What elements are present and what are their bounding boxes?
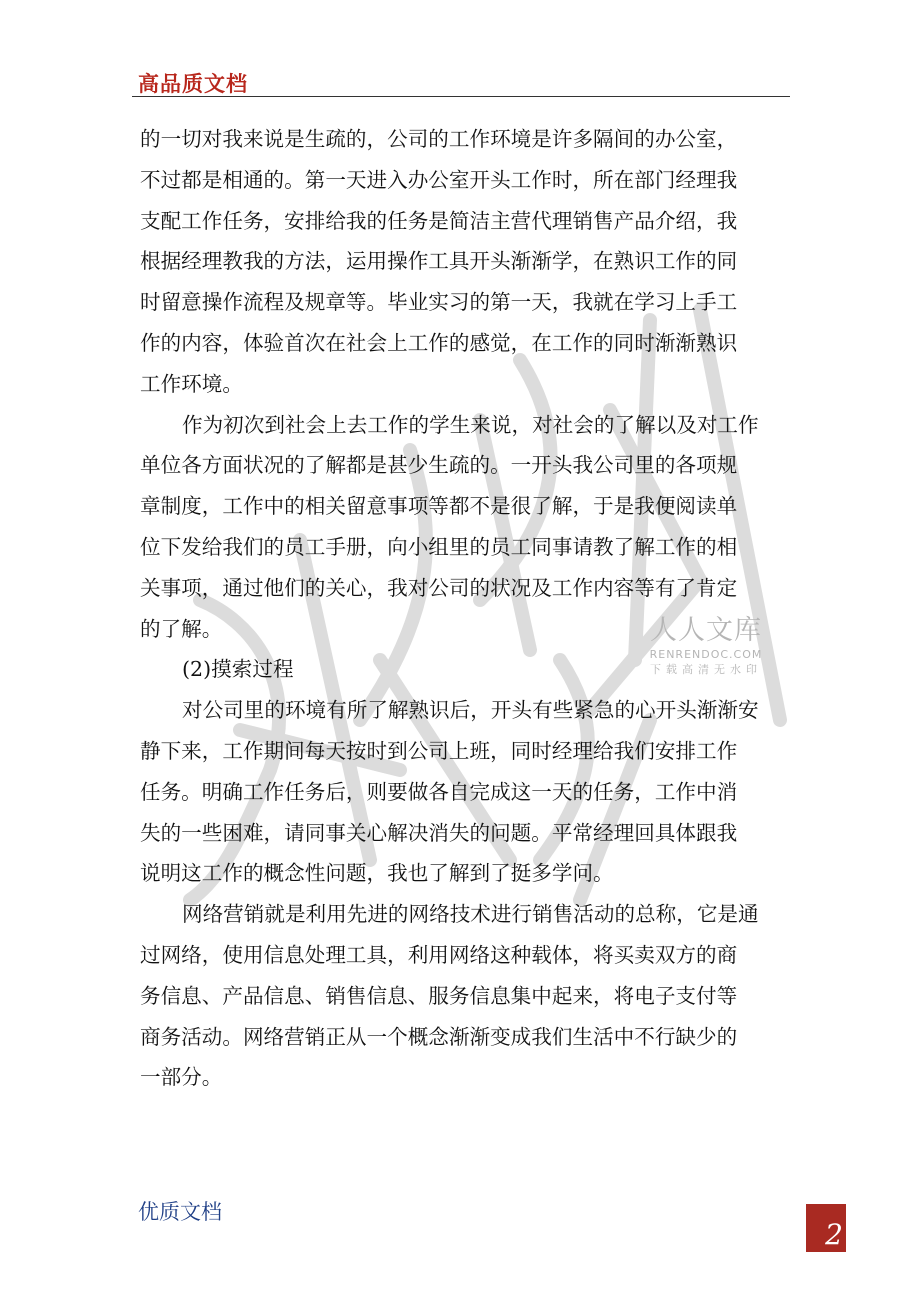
text-line: 根据经理教我的方法，运用操作工具开头渐渐学，在熟识工作的同 [140,249,738,274]
text-line: 失的一些困难，请同事关心解决消失的问题。平常经理回具体跟我 [140,820,738,845]
text-line: 一部分。 [140,1065,223,1090]
text-line: 作为初次到社会上去工作的学生来说，对社会的了解以及对工作 [182,412,759,437]
text-line: 过网络，使用信息处理工具，利用网络这种载体，将买卖双方的商 [140,942,738,967]
text-line: 作的内容，体验首次在社会上工作的感觉，在工作的同时渐渐熟识 [140,330,738,355]
footer-title: 优质文档 [138,1200,222,1224]
text-line: 支配工作任务，安排给我的任务是简洁主营代理销售产品介绍，我 [140,208,738,233]
text-line: 章制度，工作中的相关留意事项等都不是很了解，于是我便阅读单 [140,494,738,519]
text-line: 关事项，通过他们的关心，我对公司的状况及工作内容等有了肯定 [140,575,738,600]
page-number: 2 [825,1218,843,1251]
document-body [140,119,790,1098]
text-line: 说明这工作的概念性问题，我也了解到了挺多学问。 [140,861,614,886]
text-line: 网络营销就是利用先进的网络技术进行销售活动的总称，它是通 [182,902,759,927]
header-rule [132,96,790,97]
watermark-tagline: 下载高清无水印 [650,663,762,676]
page-number-badge [806,1204,846,1252]
text-line: 位下发给我们的员工手册，向小组里的员工同事请教了解工作的相 [140,534,738,559]
text-line: 商务活动。网络营销正从一个概念渐渐变成我们生活中不行缺少的 [140,1024,738,1049]
text-line: 对公司里的环境有所了解熟识后，开头有些紧急的心开头渐渐安 [182,698,759,723]
text-line: (2)摸索过程 [182,657,294,682]
text-line: 的了解。 [140,616,223,641]
text-line: 不过都是相通的。第一天进入办公室开头工作时，所在部门经理我 [140,167,738,192]
header-title: 高品质文档 [138,72,248,96]
text-line: 静下来，工作期间每天按时到公司上班，同时经理给我们安排工作 [140,738,738,763]
text-line: 的一切对我来说是生疏的，公司的工作环境是许多隔间的办公室， [140,127,738,151]
text-line: 时留意操作流程及规章等。毕业实习的第一天，我就在学习上手工 [140,290,738,315]
text-line: 单位各方面状况的了解都是甚少生疏的。一开头我公司里的各项规 [140,453,738,478]
watermark-name: 人人文库 [650,615,762,646]
text-line: 工作环境。 [140,371,243,396]
watermark-domain: RENRENDOC.COM [649,648,763,661]
text-line: 任务。明确工作任务后，则要做各自完成这一天的任务，工作中消 [140,779,738,804]
watermark-logo [640,614,772,678]
text-line: 务信息、产品信息、销售信息、服务信息集中起来，将电子支付等 [140,983,738,1008]
